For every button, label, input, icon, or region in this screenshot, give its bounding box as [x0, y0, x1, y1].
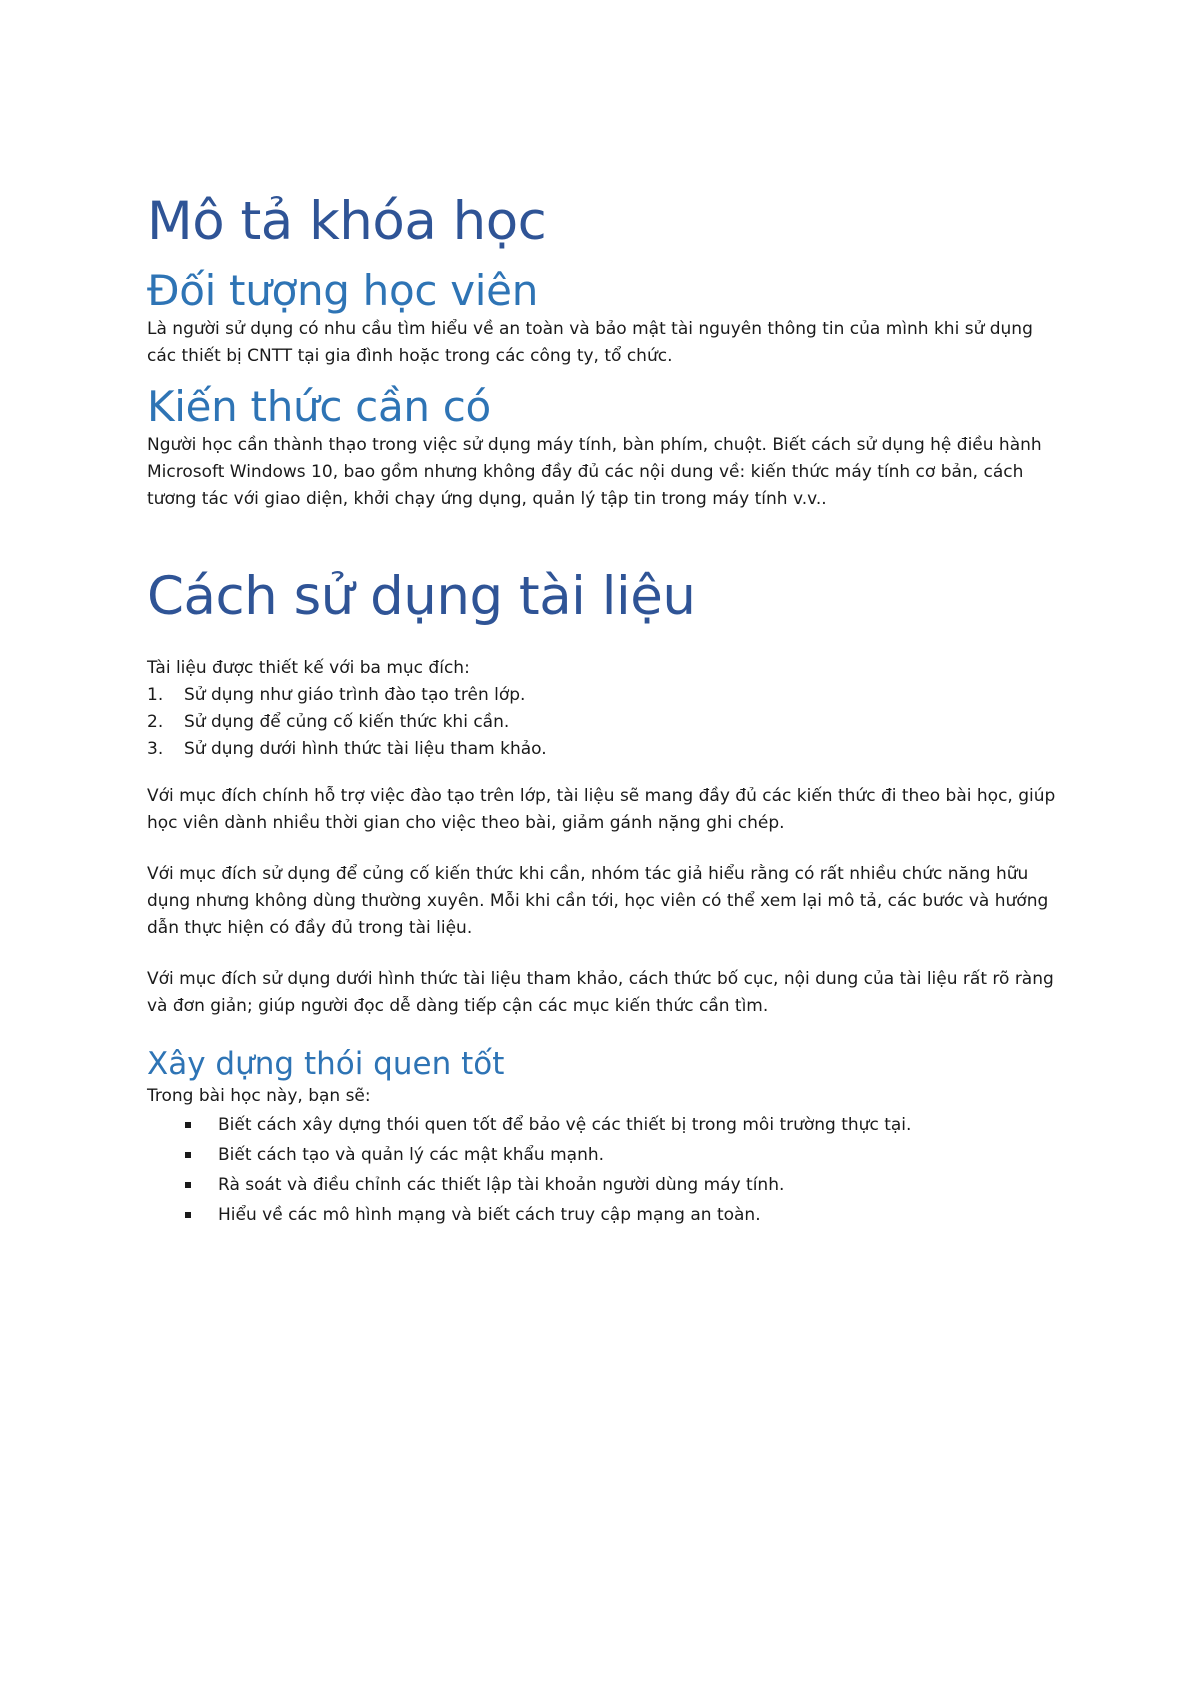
list-item-text: Sử dụng như giáo trình đào tạo trên lớp.	[184, 684, 526, 705]
heading-good-habits: Xây dựng thói quen tốt	[147, 1045, 505, 1082]
list-item	[147, 1200, 1067, 1230]
target-learners-text: Là người sử dụng có nhu cầu tìm hiểu về an toàn và bảo mật tài nguyên thông tin của mình khi sử dụng các thiết bị CNTT tại gia đình hoặc trong các công ty, tổ chức.	[147, 318, 1033, 366]
list-item	[147, 736, 1067, 763]
list-item-text: Hiểu về các mô hình mạng và biết cách truy cập mạng an toàn.	[218, 1205, 761, 1226]
document-title: Mô tả khóa học	[147, 191, 547, 252]
square-bullet-icon	[185, 1152, 191, 1158]
list-item-text: Sử dụng dưới hình thức tài liệu tham khảo.	[184, 738, 547, 759]
list-number: 3.	[147, 738, 164, 759]
usage-purpose-list	[147, 682, 1067, 763]
habits-bullet-list	[147, 1110, 1067, 1230]
list-number: 1.	[147, 684, 164, 705]
heading-prerequisites: Kiến thức cần có	[147, 381, 491, 431]
usage-paragraph-1: Với mục đích chính hỗ trợ việc đào tạo trên lớp, tài liệu sẽ mang đầy đủ các kiến thức đi theo bài học, giúp học viên dành nhiều thời gian cho việc theo bài, giảm gánh nặng ghi chép.	[147, 785, 1056, 833]
list-item-text: Rà soát và điều chỉnh các thiết lập tài khoản người dùng máy tính.	[218, 1175, 785, 1196]
usage-title: Cách sử dụng tài liệu	[147, 566, 696, 628]
list-item	[147, 682, 1067, 709]
document-page	[147, 190, 1067, 1230]
square-bullet-icon	[185, 1182, 191, 1188]
usage-intro: Tài liệu được thiết kế với ba mục đích:	[147, 657, 470, 678]
list-item-text: Sử dụng để củng cố kiến thức khi cần.	[184, 711, 510, 732]
square-bullet-icon	[185, 1212, 191, 1218]
usage-paragraph-3: Với mục đích sử dụng dưới hình thức tài liệu tham khảo, cách thức bố cục, nội dung của tài liệu rất rõ ràng và đơn giản; giúp người đọc dễ dàng tiếp cận các mục kiến thức cần tìm.	[147, 968, 1054, 1016]
list-item	[147, 1110, 1067, 1140]
usage-paragraph-2: Với mục đích sử dụng để củng cố kiến thức khi cần, nhóm tác giả hiểu rằng có rất nhiều chức năng hữu dụng nhưng không dùng thường xuyên. Mỗi khi cần tới, học viên có thể xem lại mô tả, các bước và hướng dẫn thực hiện có đầy đủ trong tài liệu.	[147, 863, 1049, 938]
list-item-text: Biết cách tạo và quản lý các mật khẩu mạnh.	[218, 1145, 605, 1166]
list-item	[147, 1170, 1067, 1200]
list-item-text: Biết cách xây dựng thói quen tốt để bảo vệ các thiết bị trong môi trường thực tại.	[218, 1115, 912, 1136]
square-bullet-icon	[185, 1122, 191, 1128]
prerequisites-text: Người học cần thành thạo trong việc sử dụng máy tính, bàn phím, chuột. Biết cách sử dụng hệ điều hành Microsoft Windows 10, bao gồm nhưng không đầy đủ các nội dung về: kiến thức máy tính cơ bản, cách tương tác với giao diện, khởi chạy ứng dụng, quản lý tập tin trong máy tính v.v..	[147, 435, 1042, 510]
list-number: 2.	[147, 711, 164, 732]
list-item	[147, 709, 1067, 736]
list-item	[147, 1140, 1067, 1170]
habits-intro: Trong bài học này, bạn sẽ:	[147, 1086, 371, 1107]
heading-target-learners: Đối tượng học viên	[147, 265, 539, 315]
